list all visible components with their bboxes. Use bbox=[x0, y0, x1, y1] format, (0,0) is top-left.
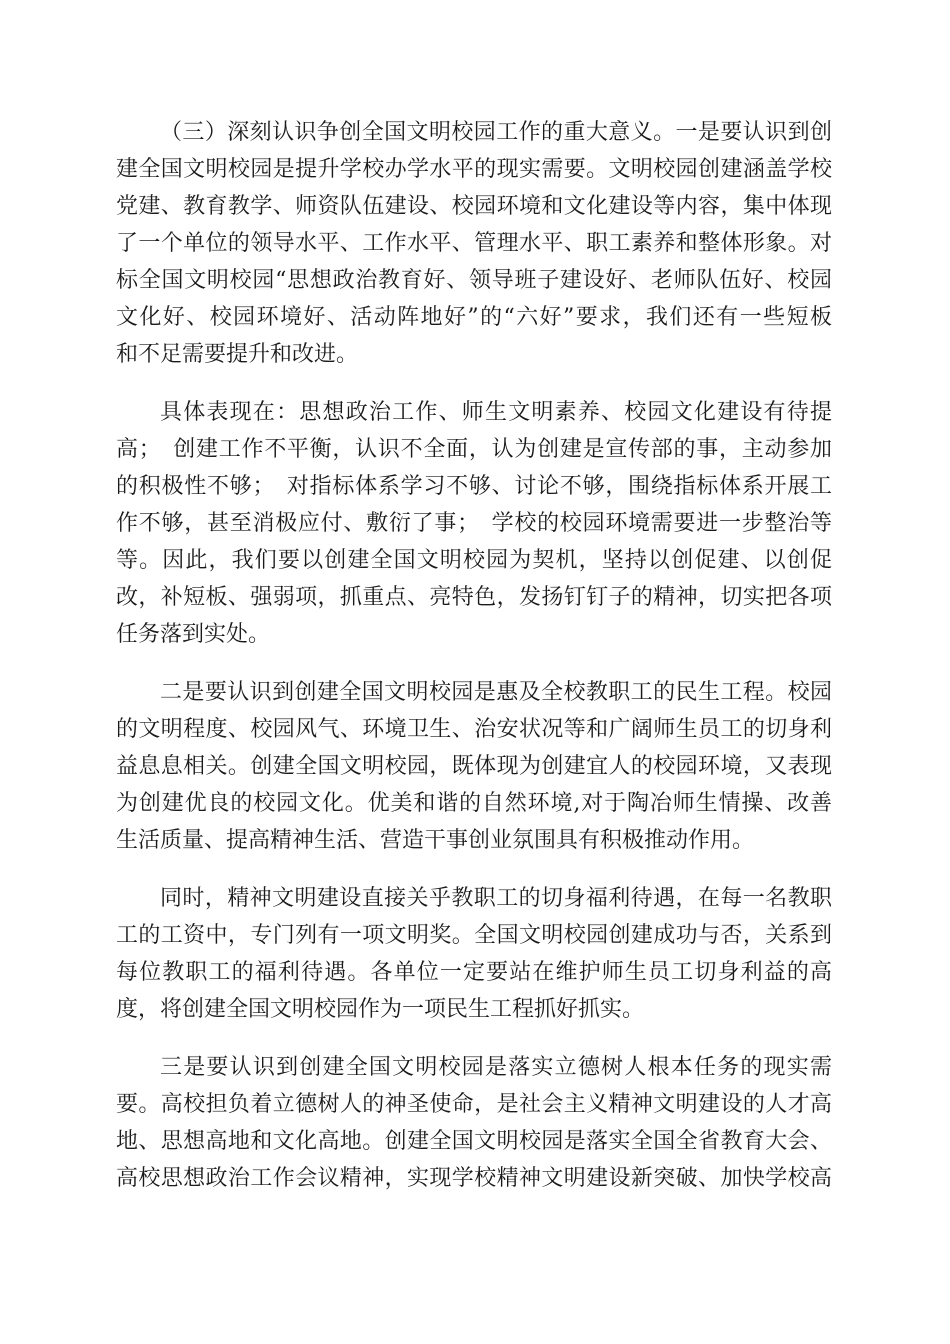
text-line: 和不足需要提升和改进。 bbox=[116, 342, 359, 367]
text-line: 的积极性不够； 对指标体系学习不够、讨论不够，围绕指标体系开展工 bbox=[116, 474, 832, 499]
text-line: 作不够，甚至消极应付、敷衍了事； 学校的校园环境需要进一步整治等 bbox=[116, 511, 832, 536]
text-line: 了一个单位的领导水平、工作水平、管理水平、职工素养和整体形象。对 bbox=[116, 231, 832, 256]
text-line: 党建、教育教学、师资队伍建设、校园环境和文化建设等内容，集中体现 bbox=[116, 194, 832, 219]
text-line: 为创建优良的校园文化。优美和谐的自然环境,对于陶冶师生情操、改善 bbox=[116, 791, 832, 816]
text-line: 地、思想高地和文化高地。创建全国文明校园是落实全国全省教育大会、 bbox=[116, 1129, 832, 1154]
text-line: 二是要认识到创建全国文明校园是惠及全校教职工的民生工程。校园 bbox=[160, 680, 832, 705]
text-line: 任务落到实处。 bbox=[116, 622, 271, 647]
text-line: （三）深刻认识争创全国文明校园工作的重大意义。一是要认识到创 bbox=[160, 120, 832, 145]
text-line: 三是要认识到创建全国文明校园是落实立德树人根本任务的现实需 bbox=[160, 1055, 832, 1080]
text-line: 标全国文明校园“思想政治教育好、领导班子建设好、老师队伍好、校园 bbox=[116, 268, 832, 293]
text-line: 具体表现在：思想政治工作、师生文明素养、校园文化建设有待提 bbox=[160, 400, 832, 425]
text-line: 益息息相关。创建全国文明校园，既体现为创建宜人的校园环境，又表现 bbox=[116, 754, 832, 779]
text-line: 的文明程度、校园风气、环境卫生、治安状况等和广阔师生员工的切身利 bbox=[116, 717, 832, 742]
text-line: 改，补短板、强弱项，抓重点、亮特色，发扬钉钉子的精神，切实把各项 bbox=[116, 585, 832, 610]
text-line: 文化好、校园环境好、活动阵地好”的“六好”要求，我们还有一些短板 bbox=[116, 305, 832, 330]
text-line: 高校思想政治工作会议精神，实现学校精神文明建设新突破、加快学校高 bbox=[116, 1166, 832, 1191]
text-line: 同时，精神文明建设直接关乎教职工的切身福利待遇，在每一名教职 bbox=[160, 886, 832, 911]
text-line: 高； 创建工作不平衡，认识不全面，认为创建是宣传部的事，主动参加 bbox=[116, 437, 832, 462]
text-line: 要。高校担负着立德树人的神圣使命，是社会主义精神文明建设的人才高 bbox=[116, 1092, 832, 1117]
text-line: 度，将创建全国文明校园作为一项民生工程抓好抓实。 bbox=[116, 997, 645, 1022]
text-line: 每位教职工的福利待遇。各单位一定要站在维护师生员工切身利益的高 bbox=[116, 960, 832, 985]
text-line: 工的工资中，专门列有一项文明奖。全国文明校园创建成功与否，关系到 bbox=[116, 923, 832, 948]
text-line: 建全国文明校园是提升学校办学水平的现实需要。文明校园创建涵盖学校 bbox=[116, 157, 832, 182]
text-line: 等。因此，我们要以创建全国文明校园为契机，坚持以创促建、以创促 bbox=[116, 548, 832, 573]
text-line: 生活质量、提高精神生活、营造干事创业氛围具有积极推动作用。 bbox=[116, 828, 755, 853]
